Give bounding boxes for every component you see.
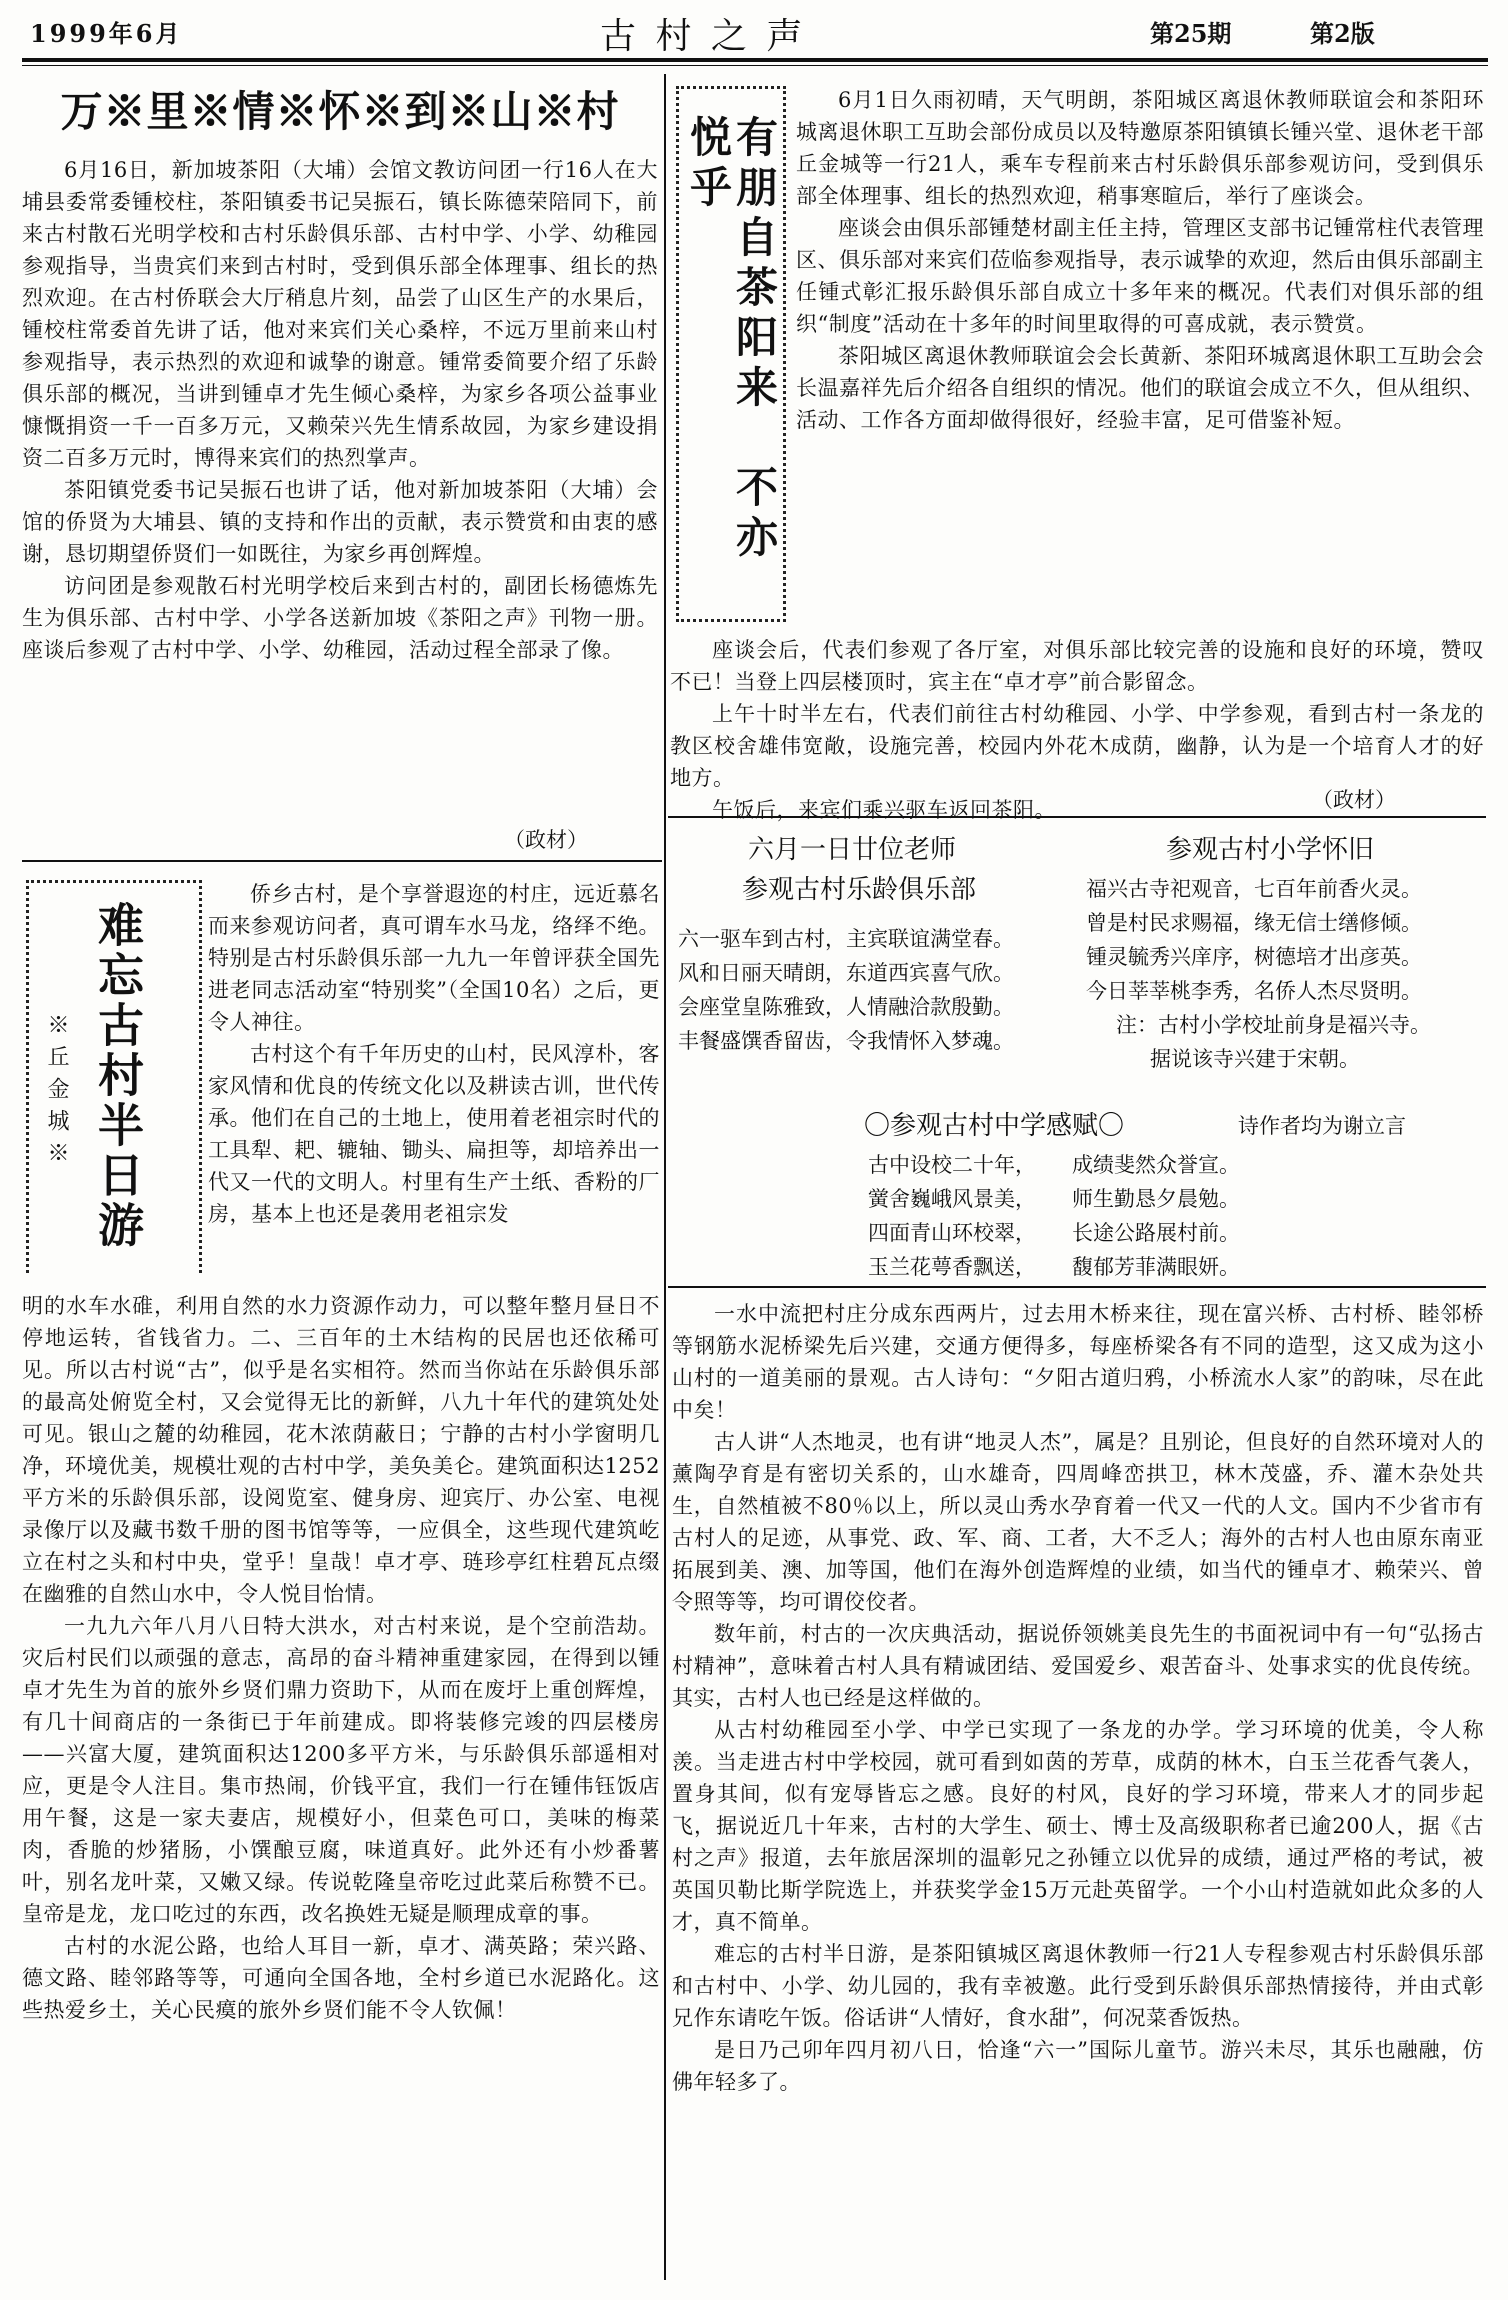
masthead-paper-name: 古 村 之 声 (600, 16, 807, 57)
poem2-note: 注：古村小学校址前身是福兴寺。 (1116, 1013, 1431, 1037)
article3-paragraph: 数年前，村古的一次庆典活动，据说侨领姚美良先生的书面祝词中有一句“弘扬古村精神”，意味着古村人具有精诚团结、爱国爱乡、艰苦奋斗、处事求实的优良传统。其实，古村人也已经是这样做的。 (672, 1622, 1484, 1710)
article1-paragraph: 茶阳镇党委书记吴振石也讲了话，他对新加坡茶阳（大埔）会馆的侨贤为大埔县、镇的支持和作出的贡献，表示赞赏和由衷的感谢，恳切期望侨贤们一如既往，为家乡再创辉煌。 (22, 478, 658, 566)
poem2 (1086, 830, 1486, 1090)
article2-title-box (676, 86, 786, 622)
poem3-title: 〇参观古村中学感赋〇 (864, 1111, 1125, 1141)
poem1-title-line1: 六月一日廿位老师 (748, 835, 957, 865)
article3-paragraph: 从古村幼稚园至小学、中学已实现了一条龙的办学。学习环境的优美，令人称羡。当走进古村中学校园，就可看到如茵的芳草，成荫的林木，白玉兰花香气袭人，置身其间，似有宠辱皆忘之感。良好的村风，良好的学习环境，带来人才的同步起飞，据说近几十年来，古村的大学生、硕士、博士及高级职称者已逾200人，据《古村之声》报道，去年旅居深圳的温彰兄之孙锺立以优异的成绩，通过严格的考试，被英国贝勒比斯学院选上，并获奖学金15万元赴英留学。一个小山村造就如此众多的人才，真不简单。 (672, 1718, 1484, 1934)
poem2-title: 参观古村小学怀旧 (1166, 835, 1375, 865)
poem1-line: 会座堂皇陈雅致，人情融洽款殷勤。 (678, 995, 1014, 1019)
masthead-date: 1999年6月 (30, 19, 183, 48)
masthead-issue: 第25期 (1150, 19, 1232, 48)
poem3-line-left: 黉舍巍峨风景美， (868, 1187, 1036, 1211)
masthead-rule-thick (22, 58, 1488, 62)
poem1-title-line2: 参观古村乐龄俱乐部 (742, 875, 977, 905)
article1-body (22, 154, 658, 666)
poem1 (678, 830, 1078, 1090)
article2-paragraph: 座谈会由俱乐部锺楚材副主任主持，管理区支部书记锺常柱代表管理区、俱乐部对来宾们莅临参观指导，表示诚挚的欢迎，然后由俱乐部副主任锺式彰汇报乐龄俱乐部自成立十多年来的概况。代表们对俱乐部的组织“制度”活动在十多年的时间里取得的可喜成就，表示赞赏。 (796, 216, 1484, 336)
poem3-line-left: 四面青山环校翠， (868, 1221, 1036, 1245)
masthead-rule-thin (22, 65, 1488, 66)
poem1-line: 丰餐盛馔香留齿，令我情怀入梦魂。 (678, 1029, 1014, 1053)
article3-paragraph: 侨乡古村，是个享誉遐迩的村庄，远近慕名而来参观访问者，真可谓车水马龙，络绎不绝。特别是古村乐龄俱乐部一九九一年曾评获全国先进老同志活动室“特别奖”（全国10名）之后，更令人神往。 (208, 882, 660, 1034)
article2-top-body (796, 84, 1484, 436)
article3-full-body (22, 1290, 660, 2026)
poem2-line: 今日莘莘桃李秀，名侨人杰尽贤明。 (1086, 979, 1422, 1003)
article1-byline: （政材） (504, 828, 588, 852)
article3-title: 难忘古村半日游 (91, 901, 145, 1251)
article3-right-body (672, 1298, 1484, 2098)
masthead-page: 第2版 (1310, 19, 1375, 48)
article3-paragraph: 古村的水泥公路，也给人耳目一新，卓才、满英路；荣兴路、德文路、睦邻路等等，可通向全国各地，全村乡道已水泥路化。这些热爱乡土，关心民瘼的旅外乡贤们能不令人钦佩！ (22, 1934, 660, 2022)
poem2-line: 福兴古寺祀观音，七百年前香火灵。 (1086, 877, 1422, 901)
article3-paragraph: 古人讲“人杰地灵，也有讲“地灵人杰”，属是？且别论，但良好的自然环境对人的薰陶孕育是有密切关系的，山水雄奇，四周峰峦拱卫，林木茂盛，乔、灌木杂处共生，自然植被不80％以上，所以灵山秀水孕育着一代又一代的人文。国内不少省市有古村人的足迹，从事党、政、军、商、工者，大不乏人；海外的古村人也由原东南亚拓展到美、澳、加等国，他们在海外创造辉煌的业绩，如当代的锺卓才、赖荣兴、曾令照等等，均可谓佼佼者。 (672, 1430, 1484, 1614)
article3-paragraph: 明的水车水碓，利用自然的水力资源作动力，可以整年整月昼日不停地运转，省钱省力。二、三百年的土木结构的民居也还依稀可见。所以古村说“古”，似乎是名实相符。然而当你站在乐龄俱乐部的最高处俯览全村，又会觉得无比的新鲜，八九十年代的建筑处处可见。银山之麓的幼稚园，花木浓荫蔽日；宁静的古村小学窗明几净，环境优美，规模壮观的古村中学，美奂美仑。建筑面积达1252平方米的乐龄俱乐部，设阅览室、健身房、迎宾厅、办公室、电视录像厅以及藏书数千册的图书馆等等，一应俱全，这些现代建筑屹立在村之头和村中央，堂乎！皇哉！卓才亭、琏珍亭红柱碧瓦点缀在幽雅的自然山水中，令人悦目怡情。 (22, 1294, 660, 1606)
poem3-author-note: 诗作者均为谢立言 (1238, 1114, 1406, 1138)
article1-title: 万※里※情※怀※到※山※村 (60, 87, 620, 136)
poem1-line: 风和日丽天晴朗，东道西宾喜气欣。 (678, 961, 1014, 985)
article2 (670, 74, 1486, 822)
poem3-line-right: 成绩斐然众誉宣。 (1072, 1153, 1240, 1177)
poem3-line-right: 师生勤恳夕晨勉。 (1072, 1187, 1240, 1211)
article3-paragraph: 是日乃己卯年四月初八日，恰逢“六一”国际儿童节。游兴未尽，其乐也融融，仿佛年轻多了。 (672, 2038, 1484, 2094)
article1-bottom-rule (22, 860, 662, 862)
poems-bottom-rule (668, 1286, 1486, 1288)
poem1-line: 六一驱车到古村，主宾联谊满堂春。 (678, 927, 1014, 951)
article2-paragraph: 午饭后，来宾们乘兴驱车返回茶阳。 (712, 798, 1056, 822)
article1-paragraph: 访问团是参观散石村光明学校后来到古村的，副团长杨德炼先生为俱乐部、古村中学、小学各送新加坡《茶阳之声》刊物一册。座谈后参观了古村中学、小学、幼稚园，活动过程全部录了像。 (22, 574, 658, 662)
article2-paragraph: 茶阳城区离退休教师联谊会会长黄新、茶阳环城离退休职工互助会会长温嘉祥先后介绍各自组织的情况。他们的联谊会成立不久，但从组织、活动、工作各方面却做得很好，经验丰富，足可借鉴补短。 (796, 344, 1484, 432)
poem3-line-right: 长途公路展村前。 (1072, 1221, 1240, 1245)
poem3-line-left: 玉兰花萼香飘送， (868, 1255, 1036, 1279)
article3-author: ※丘金城※ (44, 1013, 69, 1173)
article3-paragraph: 难忘的古村半日游，是茶阳镇城区离退休教师一行21人专程参观古村乐龄俱乐部和古村中、小学、幼儿园的，我有幸被邀。此行受到乐龄俱乐部热情接待，并由式彰兄作东请吃午饭。俗话讲“人情好，食水甜”，何况菜香饭热。 (672, 1942, 1484, 2030)
poem2-line: 曾是村民求赐福，缘无信士缮修倾。 (1086, 911, 1422, 935)
article1-paragraph: 6月16日，新加坡茶阳（大埔）会馆文教访问团一行16人在大埔县委常委锺校柱，茶阳镇委书记吴振石，镇长陈德荣陪同下，前来古村散石光明学校和古村乐龄俱乐部、古村中学、小学、幼稚园参观指导，当贵宾们来到古村时，受到俱乐部全体理事、组长的热烈欢迎。在古村侨联会大厅稍息片刻，品尝了山区生产的水果后，锺校柱常委首先讲了话，他对来宾们关心桑梓，不远万里前来山村参观指导，表示热烈的欢迎和诚挚的谢意。锺常委简要介绍了乐龄俱乐部的概况，当讲到锺卓才先生倾心桑梓，为家乡各项公益事业慷慨捐资一千一百多万元，又赖荣兴先生情系故园，为家乡建设捐资二百多万元时，博得来宾们的热烈掌声。 (22, 158, 658, 470)
poem3 (668, 1106, 1486, 1282)
article2-paragraph: 座谈会后，代表们参观了各厅室，对俱乐部比较完善的设施和良好的环境，赞叹不已！当登上四层楼顶时，宾主在“卓才亭”前合影留念。 (670, 638, 1484, 694)
article3-paragraph: 一水中流把村庄分成东西两片，过去用木桥来往，现在富兴桥、古村桥、睦邻桥等钢筋水泥桥梁先后兴建，交通方便得多，每座桥梁各有不同的造型，这又成为这小山村的一道美丽的景观。古人诗句：“夕阳古道归鸦，小桥流水人家”的韵味，尽在此中矣！ (672, 1302, 1484, 1422)
article2-byline: （政材） (1312, 788, 1396, 812)
poem2-line: 锺灵毓秀兴庠序，树德培才出彦英。 (1086, 945, 1422, 969)
article3-wrap-body (208, 878, 660, 1230)
article2-paragraph: 6月1日久雨初晴，天气明朗，茶阳城区离退休教师联谊会和茶阳环城离退休职工互助会部份成员以及特邀原茶阳镇镇长锺兴堂、退休老干部丘金城等一行21人，乘车专程前来古村乐龄俱乐部参观访问，受到俱乐部全体理事、组长的热烈欢迎，稍事寒暄后，举行了座谈会。 (796, 88, 1484, 208)
poem3-line-right: 馥郁芳菲满眼妍。 (1072, 1255, 1240, 1279)
poem2-note: 据说该寺兴建于宋朝。 (1150, 1047, 1360, 1071)
article2-title: 有朋自茶阳来 不亦悦乎 (684, 115, 779, 565)
article1 (22, 74, 658, 854)
article3-title-box (26, 880, 202, 1273)
article3-paragraph: 古村这个有千年历史的山村，民风淳朴，客家风情和优良的传统文化以及耕读古训，世代传承。他们在自己的土地上，使用着老祖宗时代的工具犁、耙、辘轴、锄头、扁担等，却培养出一代又一代的文明人。村里有生产土纸、香粉的厂房，基本上也还是袭用老祖宗发 (208, 1042, 660, 1226)
poem3-line-left: 古中设校二十年， (868, 1153, 1036, 1177)
article3-paragraph: 一九九六年八月八日特大洪水，对古村来说，是个空前浩劫。灾后村民们以顽强的意志，高昂的奋斗精神重建家园，在得到以锺卓才先生为首的旅外乡贤们鼎力资助下，从而在废圩上重创辉煌，有几十间商店的一条街已于年前建成。即将装修完竣的四层楼房——兴富大厦，建筑面积达1200多平方米，与乐龄俱乐部遥相对应，更是令人注目。集市热闹，价钱平宜，我们一行在锺伟钰饭店用午餐，这是一家夫妻店，规模好小，但菜色可口，美味的梅菜肉，香脆的炒猪肠，小馔酿豆腐，味道真好。此外还有小炒番薯叶，别名龙叶菜，又嫩又绿。传说乾隆皇帝吃过此菜后称赞不已。皇帝是龙，龙口吃过的东西，改名换姓无疑是顺理成章的事。 (22, 1614, 660, 1926)
article2-paragraph: 上午十时半左右，代表们前往古村幼稚园、小学、中学参观，看到古村一条龙的教区校舍雄伟宽敞，设施完善，校园内外花木成荫，幽静，认为是一个培育人才的好地方。 (670, 702, 1484, 790)
column-divider-vertical (664, 74, 666, 2280)
